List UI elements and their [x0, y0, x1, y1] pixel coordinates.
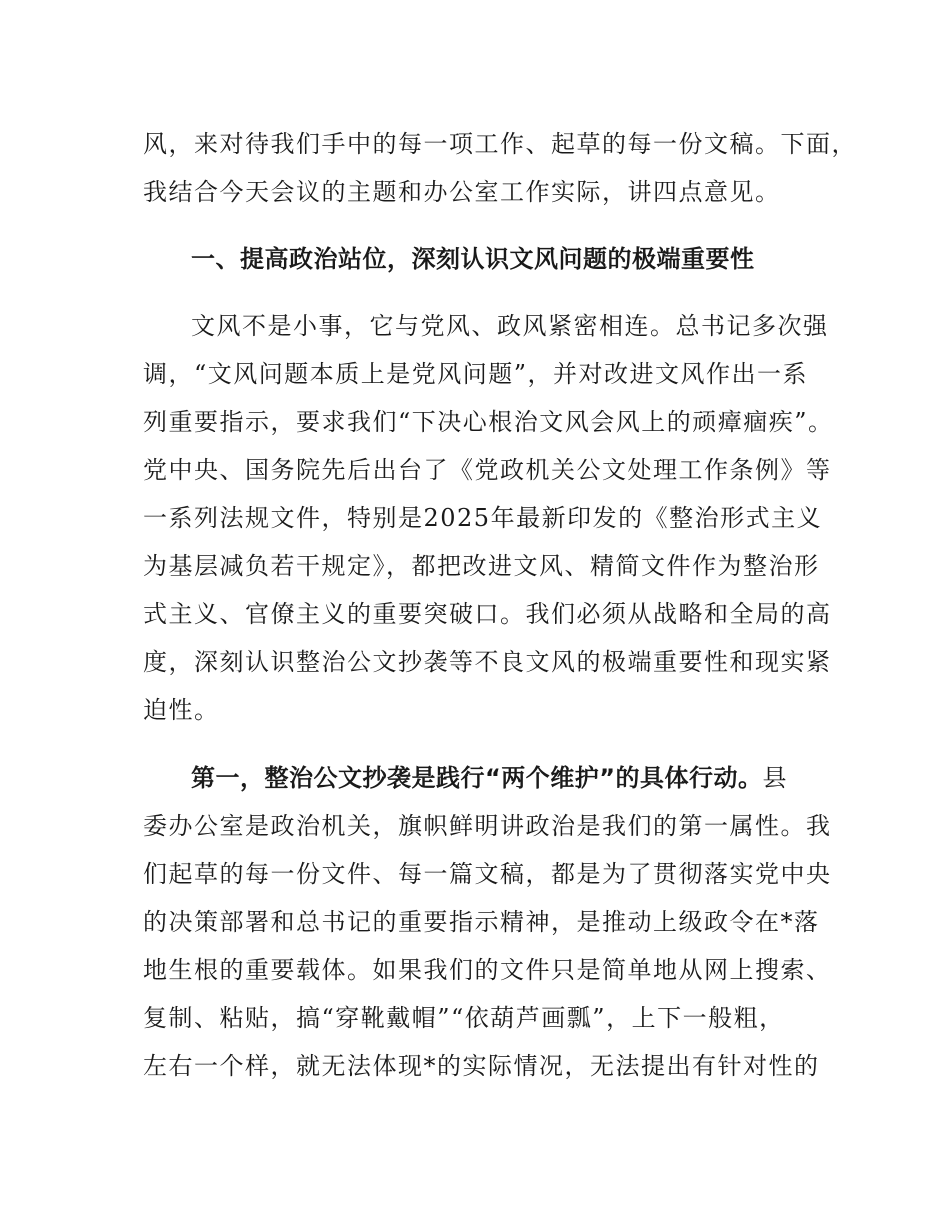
body-text-line: 复制、粘贴，搞“穿靴戴帽”“依葫芦画瓢”，上下一般粗，: [143, 1004, 785, 1032]
body-text-line: 式主义、官僚主义的重要突破口。我们必须从战略和全局的高: [143, 600, 832, 628]
body-text-line: 为基层减负若干规定》，都把改进文风、精简文件作为整治形: [143, 552, 820, 580]
body-text-line: 地生根的重要载体。如果我们的文件只是简单地从网上搜索、: [143, 956, 832, 984]
paragraph-lead-line: [191, 763, 788, 793]
body-text-line: 文风不是小事，它与党风、政风紧密相连。总书记多次强: [191, 312, 829, 340]
body-text-line: 迫性。: [143, 696, 220, 724]
body-text-line: 委办公室是政治机关，旗帜鲜明讲政治是我们的第一属性。我: [143, 812, 832, 840]
paragraph-lead-bold: 第一，整治公文抄袭是践行“两个维护”的具体行动。: [191, 764, 763, 792]
body-text-line: 左右一个样，就无法体现*的实际情况，无法提出有针对性的: [143, 1052, 820, 1080]
body-text-line: 我结合今天会议的主题和办公室工作实际，讲四点意见。: [143, 178, 781, 206]
body-text-line: 党中央、国务院先后出台了《党政机关公文处理工作条例》等: [143, 456, 832, 484]
body-text-line: 一系列法规文件，特别是2025年最新印发的《整治形式主义: [143, 504, 823, 532]
body-text-line: 调，“文风问题本质上是党风问题”，并对改进文风作出一系: [143, 360, 809, 388]
section-heading: 一、提高政治站位，深刻认识文风问题的极端重要性: [191, 245, 755, 273]
paragraph-lead-tail: 县: [762, 764, 789, 792]
body-text-line: 风，来对待我们手中的每一项工作、起草的每一份文稿。下面，: [143, 130, 857, 158]
body-text-line: 们起草的每一份文件、每一篇文稿，都是为了贯彻落实党中央: [143, 860, 832, 888]
body-text-line: 的决策部署和总书记的重要指示精神，是推动上级政令在*落: [143, 908, 820, 936]
body-text-line: 列重要指示，要求我们“下决心根治文风会风上的顽瘴痼疾”。: [143, 408, 834, 436]
body-text-line: 度，深刻认识整治公文抄袭等不良文风的极端重要性和现实紧: [143, 648, 832, 676]
